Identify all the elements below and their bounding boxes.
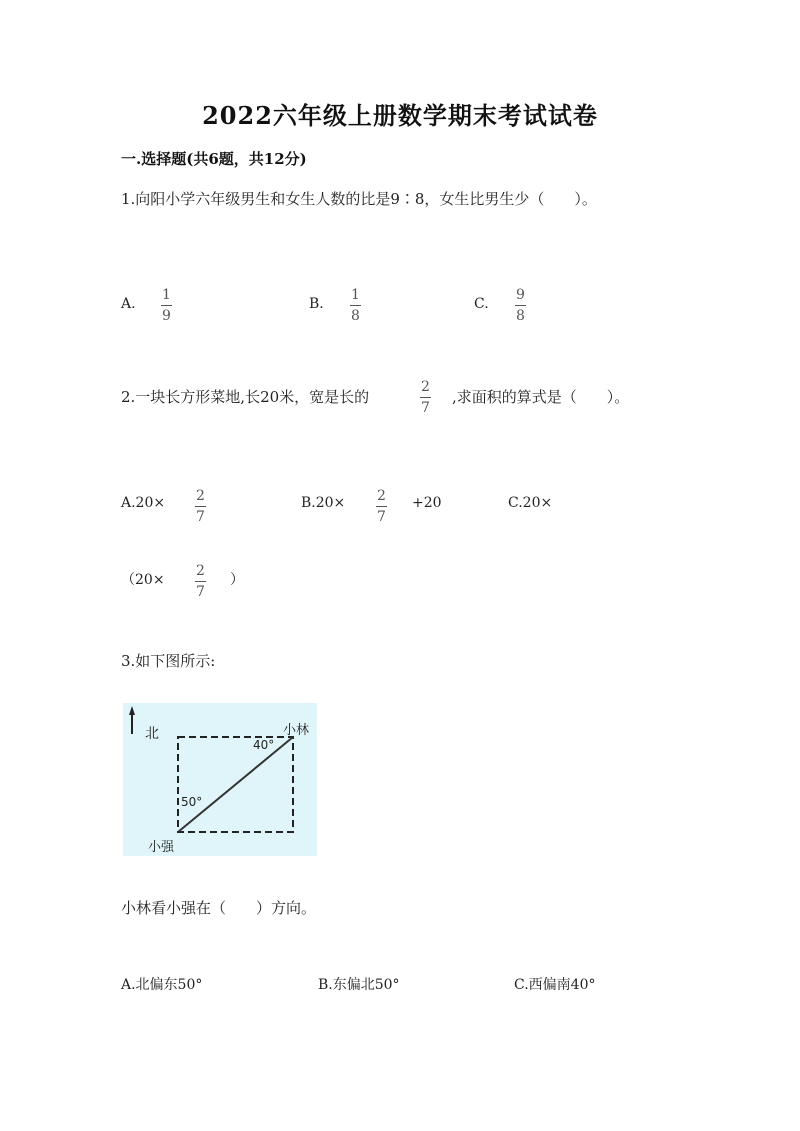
q1-option-c-label: C.: [474, 296, 489, 312]
q2-option-b-label: B.20×: [301, 495, 346, 511]
fraction-denominator: 7: [196, 509, 205, 525]
fraction-numerator: 2: [421, 379, 430, 395]
question-2-stem-fraction: [419, 380, 432, 415]
q3-option-a: A.北偏东50°: [121, 977, 203, 993]
fraction-denominator: 8: [516, 308, 525, 324]
angle-50-label: 50°: [181, 795, 203, 809]
q2-option-c-close: ）: [230, 572, 244, 588]
q1-option-a-fraction: [160, 288, 173, 323]
direction-diagram: [123, 703, 317, 856]
xiaolin-label: 小林: [283, 723, 310, 738]
question-2-stem-end: ,求面积的算式是（ ）。: [452, 388, 630, 406]
q2-option-a-label: A.20×: [121, 495, 166, 511]
fraction-denominator: 7: [196, 584, 205, 600]
north-label: 北: [145, 726, 159, 742]
q2-option-c-continuation: （20×: [121, 572, 165, 588]
fraction-numerator: 1: [351, 287, 360, 303]
fraction-numerator: 1: [162, 287, 171, 303]
page-title: 2022六年级上册数学期末考试试卷: [202, 101, 598, 130]
fraction-denominator: 7: [421, 400, 430, 416]
q2-option-c-fraction: [194, 564, 207, 599]
q1-option-a-label: A.: [121, 296, 136, 312]
angle-40-label: 40°: [253, 738, 275, 752]
q3-option-b: B.东偏北50°: [318, 977, 400, 993]
diagonal-line: [178, 737, 293, 832]
q2-option-b-suffix: +20: [412, 495, 442, 511]
q2-option-a-fraction: [194, 489, 207, 524]
question-3-stem: 3.如下图所示:: [121, 652, 216, 670]
q1-option-b-label: B.: [309, 296, 324, 312]
section-heading: 一.选择题(共6题，共12分): [121, 150, 307, 168]
fraction-numerator: 2: [196, 563, 205, 579]
question-2-stem-start: 2.一块长方形菜地,长20米，宽是长的: [121, 388, 370, 406]
question-3-subquestion: 小林看小强在（ ）方向。: [121, 899, 317, 917]
question-1-stem: 1.向阳小学六年级男生和女生人数的比是9∶8，女生比男生少（ ）。: [121, 190, 597, 208]
fraction-numerator: 2: [196, 488, 205, 504]
q2-option-b-fraction: [375, 489, 388, 524]
xiaoqiang-label: 小强: [148, 840, 175, 855]
fraction-denominator: 9: [162, 308, 171, 324]
fraction-numerator: 9: [516, 287, 525, 303]
fraction-denominator: 8: [351, 308, 360, 324]
q3-option-c: C.西偏南40°: [514, 977, 596, 993]
q2-option-c-label: C.20×: [508, 495, 553, 511]
fraction-numerator: 2: [377, 488, 386, 504]
q1-option-b-fraction: [349, 288, 362, 323]
fraction-denominator: 7: [377, 509, 386, 525]
north-arrow-head: [129, 706, 135, 715]
q1-option-c-fraction: [514, 288, 527, 323]
